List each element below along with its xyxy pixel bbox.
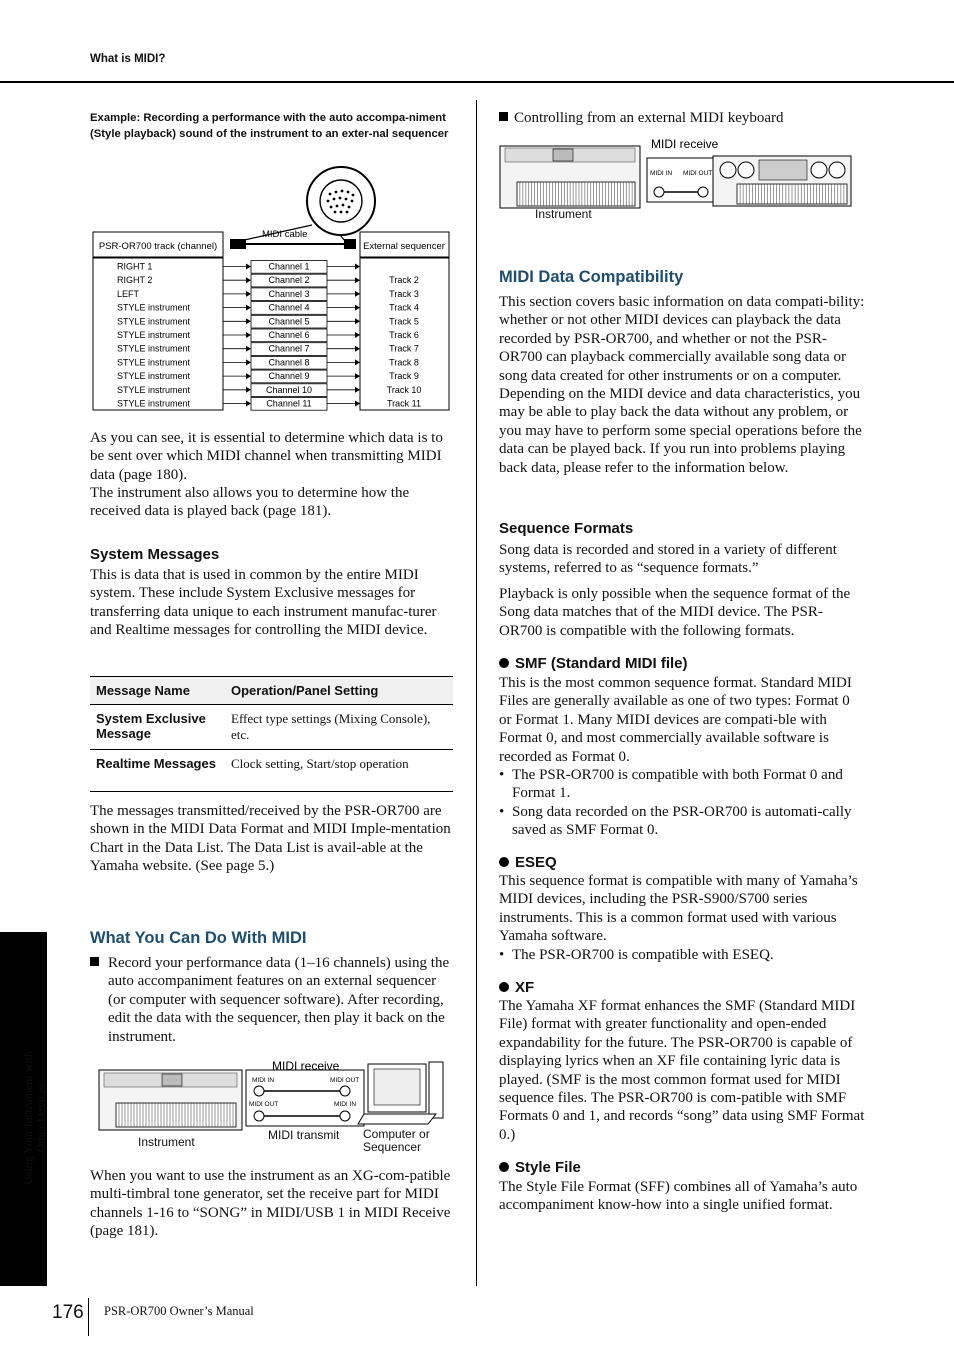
eseq-heading xyxy=(499,854,557,871)
track-label: STYLE instrument xyxy=(117,330,191,340)
arrow-head-icon xyxy=(246,359,251,365)
eseq-heading-text: ESEQ xyxy=(515,854,557,871)
sequencer-track-label: Track 6 xyxy=(389,330,419,340)
sequencer-track-label: Track 8 xyxy=(389,357,419,368)
eseq-bullet: • The PSR-OR700 is compatible with ESEQ. xyxy=(499,946,865,964)
arrow-head-icon xyxy=(246,346,251,352)
track-label: RIGHT 1 xyxy=(117,261,153,272)
xf-text: The Yamaha XF format enhances the SMF (Standard MIDI File) format with greater functionality and open-ended expandability for the future. The PSR-OR700 is capable of displaying lyrics when an XF file containing lyric data is played. (SMF is the most common format used for MIDI sequence files. The PSR-OR700 is com-patible with SMF Formats 0 and 1, and records “song” data using SMF Format 0.) xyxy=(499,998,865,1143)
sequencer-track-label: Track 5 xyxy=(389,316,419,327)
sequencer-track-label: Track 9 xyxy=(389,371,419,382)
smf-bullet-2-text: Song data recorded on the PSR-OR700 is automati-cally saved as SMF Format 0. xyxy=(512,804,852,839)
smf-heading xyxy=(499,655,688,672)
what-you-can-do-heading: What You Can Do With MIDI xyxy=(90,929,307,947)
arrow-head-icon xyxy=(246,401,251,407)
left-header: PSR-OR700 track (channel) xyxy=(98,241,218,252)
square-bullet-icon xyxy=(90,957,99,966)
channel-label: Channel 6 xyxy=(268,330,310,340)
keyboard-instrument-icon xyxy=(99,1070,242,1130)
column-divider xyxy=(476,100,477,1286)
midi-in-label: MIDI IN xyxy=(252,1077,275,1084)
track-label: RIGHT 2 xyxy=(117,275,153,286)
channel-label: Channel 1 xyxy=(268,261,310,272)
system-messages-text: This is data that is used in common by the entire MIDI system. These include System Exclusive messages for transferring data unique to each instrument manufac-turer and Realtime messages for controlling the MIDI device. xyxy=(90,567,437,639)
arrow-head-icon xyxy=(355,264,360,270)
sequencer-track-label: Track 10 xyxy=(386,384,422,395)
channel-label: Channel 5 xyxy=(268,316,310,327)
arrow-head-icon xyxy=(355,318,360,324)
side-tab-line-1: Using Your Instrument with xyxy=(21,1050,35,1185)
midi-out-label: MIDI OUT xyxy=(330,1077,360,1084)
channel-label: Channel 11 xyxy=(266,398,312,409)
track-label: STYLE instrument xyxy=(117,316,191,327)
track-label: STYLE instrument xyxy=(117,384,191,395)
keyboard-instrument-icon xyxy=(500,146,640,208)
arrow-head-icon xyxy=(246,264,251,270)
arrow-head-icon xyxy=(355,387,360,393)
track-label: STYLE instrument xyxy=(117,343,191,354)
smf-bullet-1-text: The PSR-OR700 is compatible with both Format 0 and Format 1. xyxy=(512,767,843,802)
channel-label: Channel 10 xyxy=(265,384,313,395)
message-table xyxy=(90,676,453,792)
data-list-para: The messages transmitted/received by the PSR-OR700 are shown in the MIDI Data Format and MIDI Imple-mentation Chart in the Data List. The Data List is avail-able at the Yamaha website. (See page 5.) xyxy=(90,803,451,875)
arrow-head-icon xyxy=(246,373,251,379)
channel-label: Channel 7 xyxy=(268,343,310,354)
arrow-head-icon xyxy=(246,318,251,324)
track-label: STYLE instrument xyxy=(117,398,191,409)
round-bullet-icon xyxy=(499,1162,509,1172)
midi-receive-label: MIDI receive xyxy=(272,1059,340,1073)
smf-bullet-1: • The PSR-OR700 is compatible with both Format 0 and Format 1. xyxy=(499,766,865,803)
xf-heading xyxy=(499,979,534,996)
midi-in-label: MIDI IN xyxy=(334,1101,357,1108)
right-header: External sequencer xyxy=(363,241,445,252)
header-rule xyxy=(0,81,954,83)
eseq-bullet-text: The PSR-OR700 is compatible with ESEQ. xyxy=(512,947,774,963)
external-keyboard-diagram xyxy=(497,136,857,211)
midi-receive-label: MIDI receive xyxy=(651,137,719,151)
round-bullet-icon xyxy=(499,857,509,867)
channel-label: Channel 3 xyxy=(268,288,310,299)
midi-in-label: MIDI IN xyxy=(650,170,673,177)
arrow-head-icon xyxy=(355,346,360,352)
arrow-head-icon xyxy=(355,305,360,311)
xg-para: When you want to use the instrument as an XG-com-patible multi-timbral tone generator, set the receive part for MIDI channels 1-16 to “SONG” in MIDI/USB 1 in MIDI Receive (page 181). xyxy=(90,1168,451,1240)
style-file-heading xyxy=(499,1159,581,1176)
what-bullet-text: Record your performance data (1–16 channels) using the auto accompaniment features on an external sequencer (or computer with sequencer software). After recording, edit the data with the sequencer, then play it back on the instrument. xyxy=(108,955,450,1045)
arrow-head-icon xyxy=(355,401,360,407)
arrow-head-icon xyxy=(355,291,360,297)
arrow-head-icon xyxy=(246,387,251,393)
compat-text: This section covers basic information on data compati-bility: whether or not other MIDI devices can playback the data recorded by PSR-OR700, and whether or not the PSR-OR700 can playback commercially available song data or song data created for other instruments or on a computer. Depending on the MIDI device and data characteristics, you may be able to play back the data without any problem, or you may have to perform some special operations before the data can be played back. If you run into problems playing back data, please refer to the information below. xyxy=(499,294,865,476)
round-bullet-icon xyxy=(499,658,509,668)
track-label: STYLE instrument xyxy=(117,371,191,382)
sequencer-track-label: Track 7 xyxy=(389,343,419,354)
table-row-setting: Clock setting, Start/stop operation xyxy=(225,750,453,792)
computer-label: Computer or Sequencer xyxy=(363,1127,430,1154)
external-keyboard-text: Controlling from an external MIDI keyboard xyxy=(514,110,784,126)
arrow-head-icon xyxy=(246,291,251,297)
channel-label: Channel 9 xyxy=(268,371,310,382)
sequencer-track-label: Track 11 xyxy=(386,398,422,409)
example-caption: Example: Recording a performance with the auto accompa-niment (Style playback) sound of the instrument to an exter-nal sequencer xyxy=(90,112,449,140)
arrow-head-icon xyxy=(246,277,251,283)
computer-icon xyxy=(358,1062,443,1124)
side-tab-label xyxy=(22,1051,48,1185)
external-keyboard-icon xyxy=(713,156,851,206)
table-row-setting: Effect type settings (Mixing Console), etc. xyxy=(225,705,453,750)
cable-label: MIDI cable xyxy=(262,229,308,240)
sequence-formats-p2: Playback is only possible when the sequence format of the Song data matches that of the MIDI device. The PSR-OR700 is compatible with the following formats. xyxy=(499,586,851,639)
channel-label: Channel 4 xyxy=(268,302,310,313)
round-bullet-icon xyxy=(499,982,509,992)
square-bullet-icon xyxy=(499,112,508,121)
eseq-text: This sequence format is compatible with many of Yamaha’s MIDI devices, including the PSR-S900/S700 series instruments. This is a common format used with various Yamaha software. xyxy=(499,873,858,945)
page-number: 176 xyxy=(52,1302,84,1323)
midi-out-label: MIDI OUT xyxy=(249,1101,279,1108)
smf-heading-text: SMF (Standard MIDI file) xyxy=(515,655,688,672)
arrow-head-icon xyxy=(246,305,251,311)
sequencer-track-label: Track 3 xyxy=(389,288,419,299)
track-label: LEFT xyxy=(117,288,140,299)
track-label: STYLE instrument xyxy=(117,357,191,368)
arrow-head-icon xyxy=(246,332,251,338)
midi-out-label: MIDI OUT xyxy=(683,170,713,177)
table-header-name: Message Name xyxy=(90,677,225,705)
instrument-label: Instrument xyxy=(138,1135,195,1149)
style-file-text: The Style File Format (SFF) combines all of Yamaha’s auto accompaniment know-how into a single unified format. xyxy=(499,1179,858,1214)
external-keyboard-bullet xyxy=(499,109,865,127)
midi-plug-icon xyxy=(307,167,375,235)
smf-text: This is the most common sequence format. Standard MIDI Files are generally available as one of two types: Format 0 or Format 1. Many MIDI devices are compati-ble with Format 0, and most commercially available software is recorded as Format 0. xyxy=(499,675,852,765)
sequence-formats-p1: Song data is recorded and stored in a variety of different systems, referred to as “sequence formats.” xyxy=(499,542,837,577)
table-row-name: System Exclusive Message xyxy=(90,705,225,750)
sequencer-track-label: Track 2 xyxy=(389,275,419,286)
arrow-head-icon xyxy=(355,359,360,365)
channel-label: Channel 2 xyxy=(268,275,310,286)
footer-rule xyxy=(88,1298,89,1336)
track-label: STYLE instrument xyxy=(117,302,191,313)
track-channel-diagram xyxy=(90,165,456,415)
compat-heading: MIDI Data Compatibility xyxy=(499,268,684,286)
table-row-name: Realtime Messages xyxy=(90,750,225,792)
arrow-head-icon xyxy=(355,332,360,338)
intro-para-2: The instrument also allows you to determine how the received data is played back (page 181). xyxy=(90,485,410,520)
style-file-heading-text: Style File xyxy=(515,1159,581,1176)
smf-bullet-2: • Song data recorded on the PSR-OR700 is automati-cally saved as SMF Format 0. xyxy=(499,803,865,840)
xf-heading-text: XF xyxy=(515,979,535,996)
system-messages-heading: System Messages xyxy=(90,546,220,563)
instrument-label: Instrument xyxy=(535,207,592,221)
arrow-head-icon xyxy=(355,373,360,379)
midi-transmit-label: MIDI transmit xyxy=(268,1128,340,1142)
arrow-head-icon xyxy=(355,277,360,283)
manual-title: PSR-OR700 Owner’s Manual xyxy=(104,1304,254,1318)
sequencer-track-label: Track 4 xyxy=(389,302,419,313)
running-title: What is MIDI? xyxy=(90,53,166,65)
sequence-formats-heading: Sequence Formats xyxy=(499,520,634,537)
intro-para-1: As you can see, it is essential to determine which data is to be sent over which MIDI channel when transmitting MIDI data (page 180). xyxy=(90,430,443,483)
side-tab-line-2: Other Devices xyxy=(34,1083,48,1153)
what-bullet xyxy=(90,954,456,1046)
channel-label: Channel 8 xyxy=(268,357,310,368)
table-header-setting: Operation/Panel Setting xyxy=(225,677,453,705)
